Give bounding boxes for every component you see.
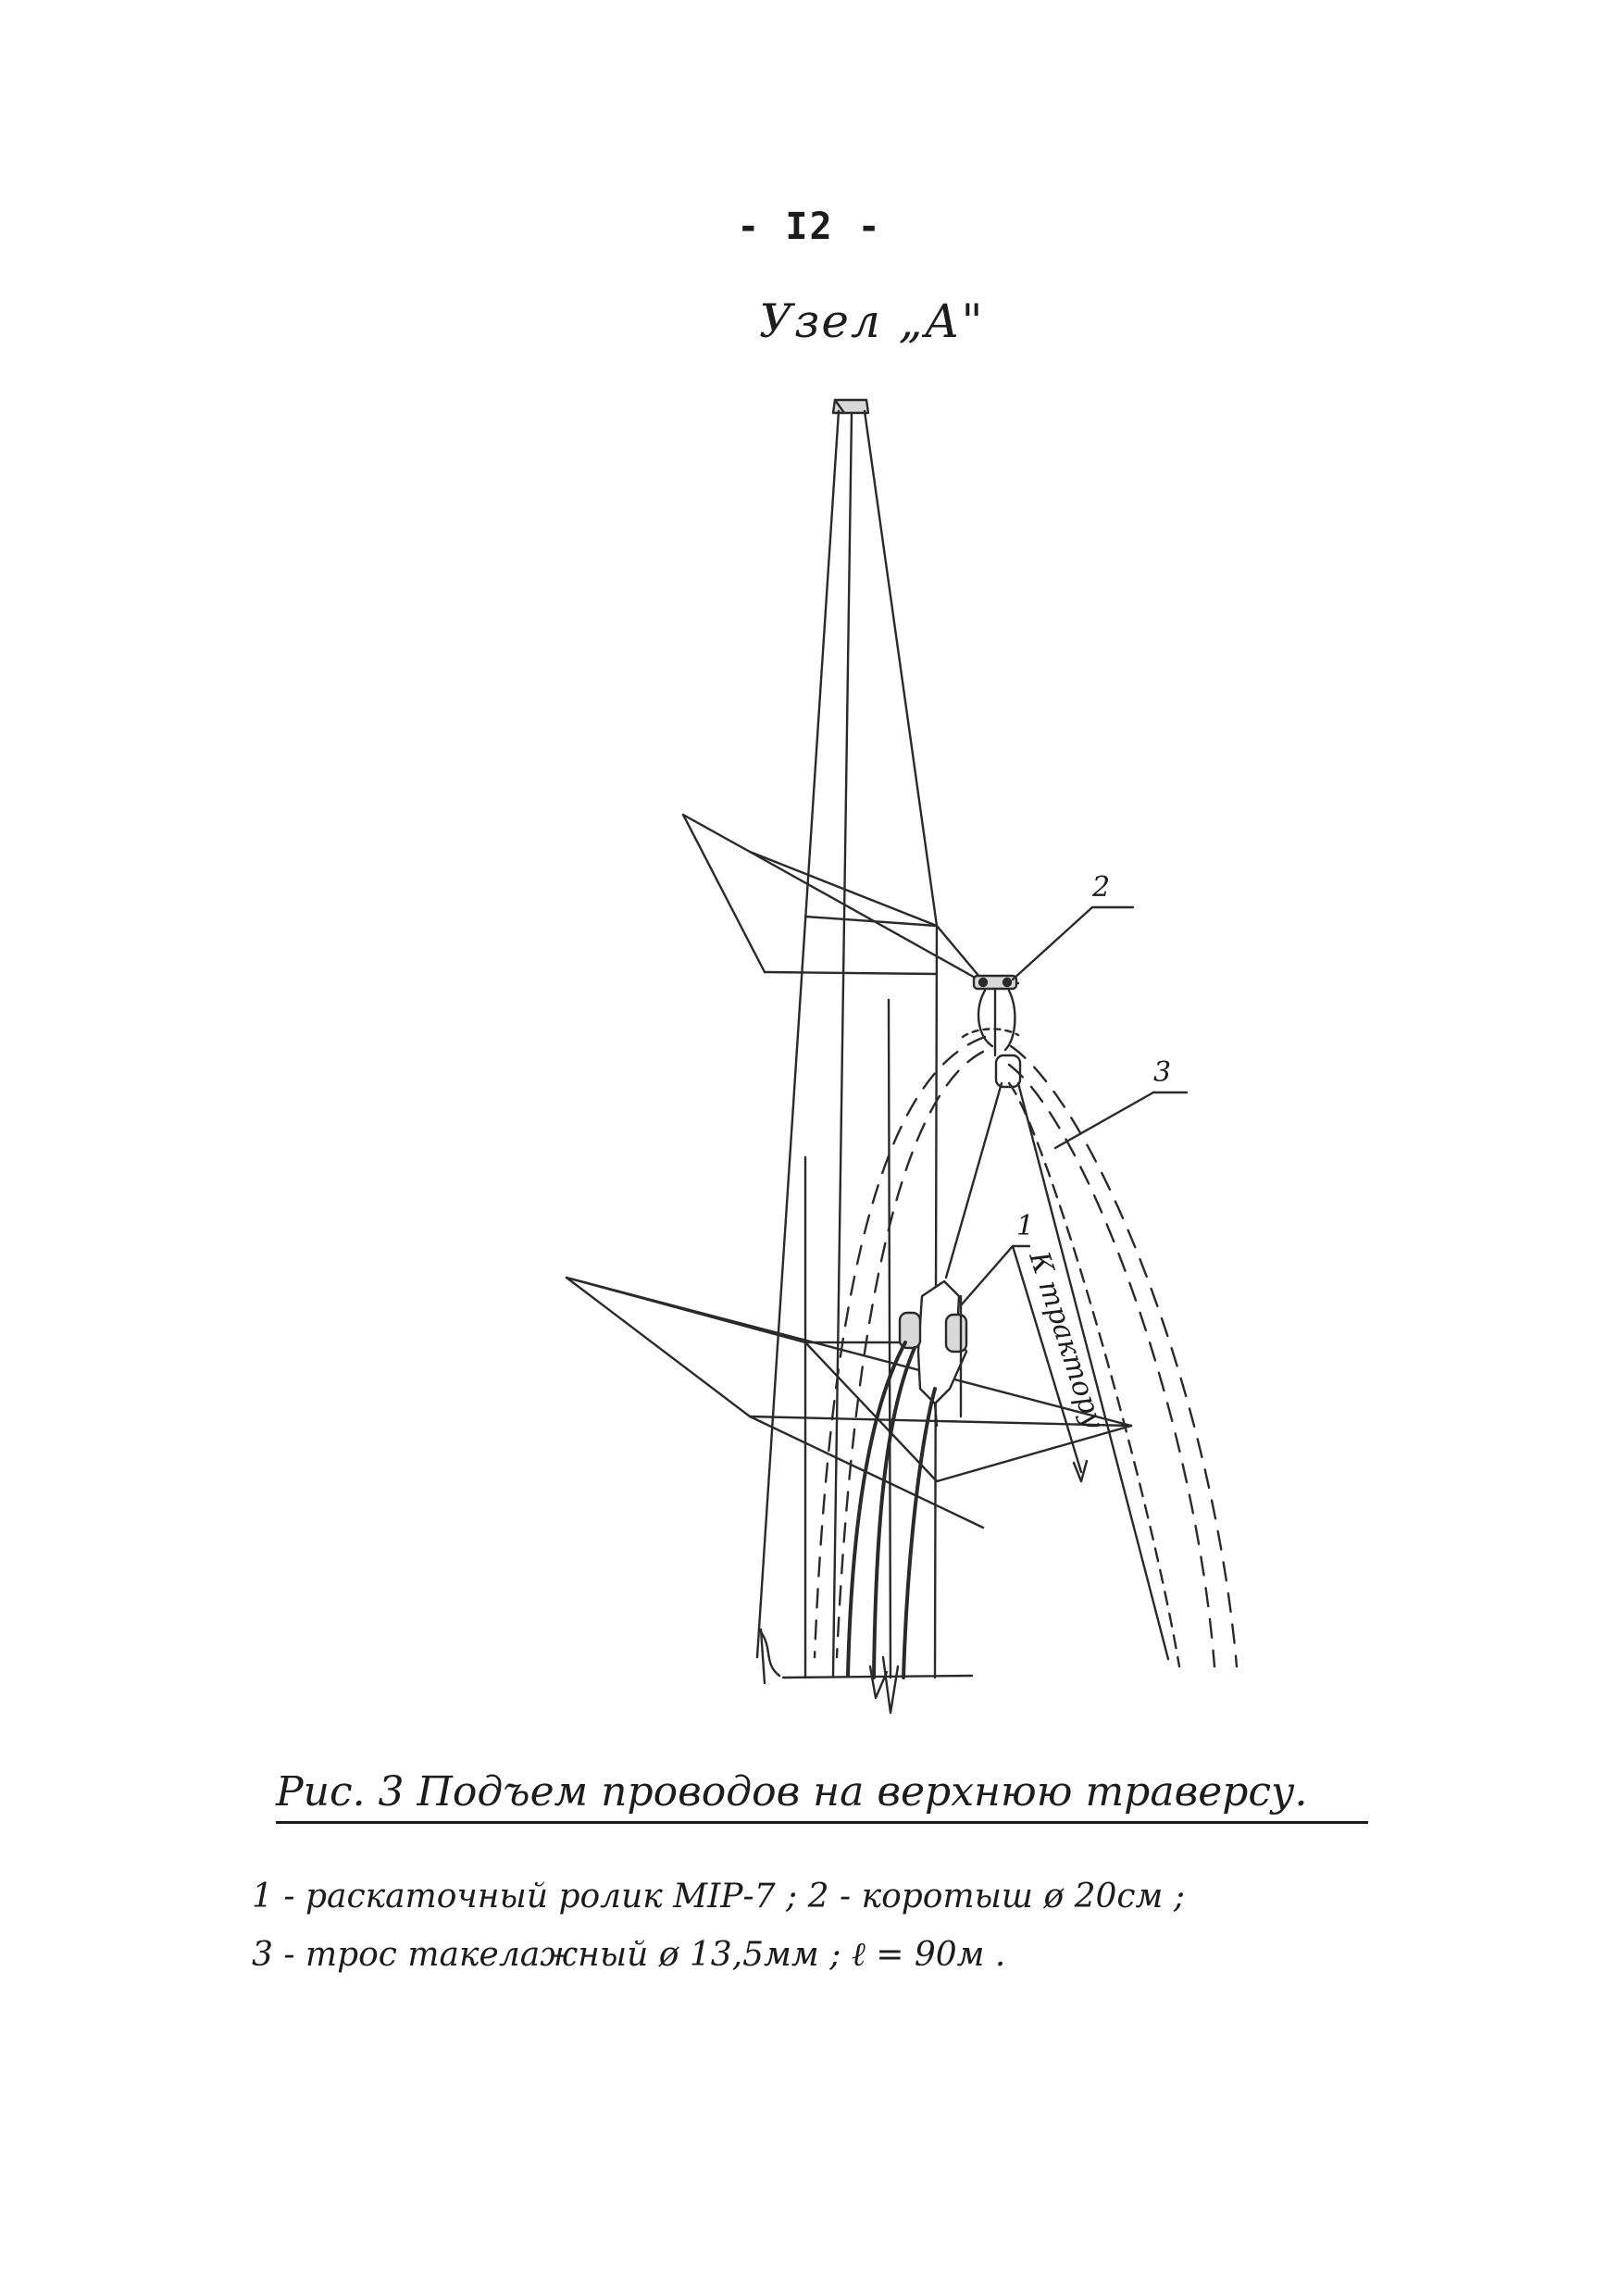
callout-roller: 1 [1016,1210,1035,1242]
upper-pulley [963,991,1020,1087]
ground-base [759,1629,898,1713]
legend-line-1: 1 - раскаточный ролик МІР-7 ; 2 - коротыш ø 20см ; [252,1878,1185,1915]
figure-caption: Рис. 3 Подъем проводов на верхнюю траверсу. [276,1768,1368,1824]
node-title: Узел „А" [759,294,985,348]
legend-line-2: 3 - трос такелажный ø 13,5мм ; ℓ = 90м . [252,1936,1006,1974]
page-number: - I2 - [737,206,882,248]
direction-note: К трактору [1022,1247,1111,1434]
stub-bar [974,976,1016,989]
callout-stub: 2 [1092,871,1111,904]
tower-body [757,411,972,1683]
roller [900,1281,966,1426]
callout-rope: 3 [1153,1056,1172,1089]
upper-traverse [683,815,1018,983]
